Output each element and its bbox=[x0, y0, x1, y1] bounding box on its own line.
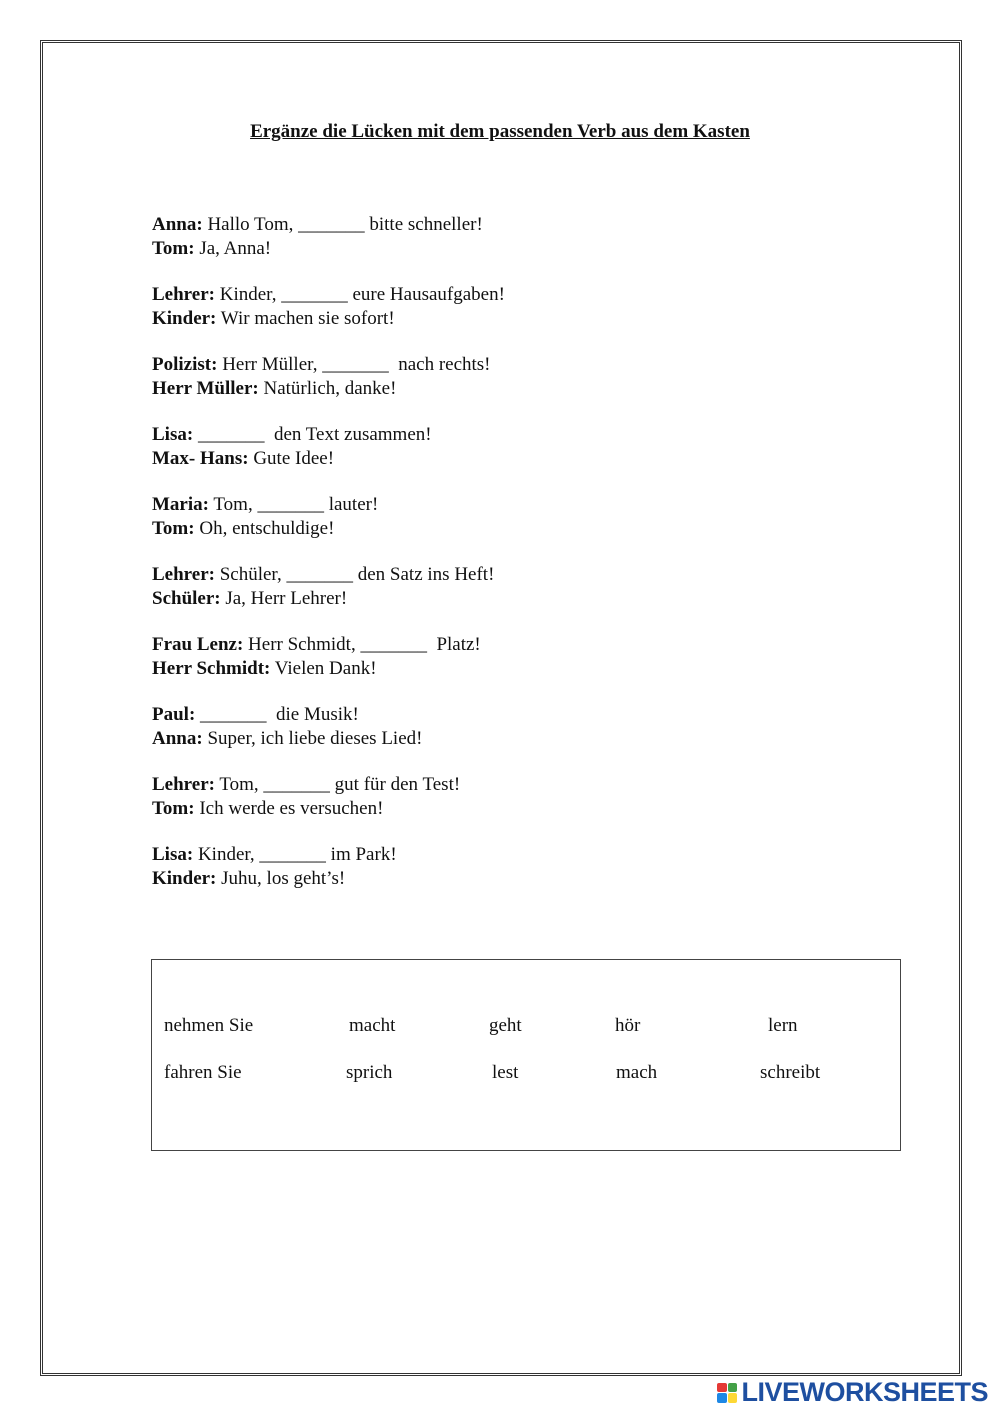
dialogue-text: Natürlich, danke! bbox=[258, 377, 397, 399]
speaker-name: Paul: bbox=[152, 704, 196, 725]
dialogue-line bbox=[152, 633, 792, 657]
speaker-name: Tom: bbox=[152, 797, 195, 819]
dialogue-block bbox=[152, 283, 792, 330]
speaker-name: Lehrer: bbox=[152, 774, 215, 795]
speaker-name: Max- Hans: bbox=[152, 447, 249, 469]
dialogue-line bbox=[152, 587, 792, 611]
speaker-name: Lisa: bbox=[152, 844, 194, 865]
dialogue-block bbox=[152, 423, 792, 470]
dialogue-block bbox=[152, 633, 792, 680]
speaker-name: Maria: bbox=[152, 494, 209, 515]
dialogue-block bbox=[152, 493, 792, 540]
dialogue-text: Kinder, _______ im Park! bbox=[193, 844, 397, 865]
dialogue-line bbox=[152, 493, 792, 517]
dialogue-text: _______ die Musik! bbox=[195, 704, 359, 725]
dialogue-text: Gute Idee! bbox=[248, 447, 335, 469]
dialogue-block bbox=[152, 563, 792, 610]
dialogue-line bbox=[152, 213, 792, 237]
dialogue-text: Super, ich liebe dieses Lied! bbox=[202, 727, 423, 749]
speaker-name: Frau Lenz: bbox=[152, 634, 244, 655]
dialogue-block bbox=[152, 213, 792, 260]
dialogue-line bbox=[152, 237, 792, 261]
dialogue-text: Hallo Tom, _______ bitte schneller! bbox=[202, 214, 483, 235]
speaker-name: Lisa: bbox=[152, 424, 194, 445]
word-option[interactable]: hör bbox=[615, 1015, 641, 1036]
dialogue-text: Kinder, _______ eure Hausaufgaben! bbox=[214, 284, 505, 305]
liveworksheets-watermark bbox=[717, 1377, 988, 1408]
word-option[interactable]: schreibt bbox=[760, 1062, 821, 1083]
word-option[interactable]: lest bbox=[492, 1062, 519, 1083]
dialogue-text: Oh, entschuldige! bbox=[194, 517, 335, 539]
dialogue-line bbox=[152, 657, 792, 681]
dialogue-line bbox=[152, 843, 792, 867]
word-option[interactable]: fahren Sie bbox=[164, 1062, 242, 1083]
dialogue-list bbox=[152, 213, 792, 913]
dialogue-line bbox=[152, 867, 792, 891]
dialogue-text: Herr Müller, _______ nach rechts! bbox=[217, 354, 491, 375]
dialogue-block bbox=[152, 773, 792, 820]
watermark-text: LIVEWORKSHEETS bbox=[741, 1377, 988, 1407]
dialogue-text: Schüler, _______ den Satz ins Heft! bbox=[214, 564, 495, 585]
dialogue-text: Tom, _______ gut für den Test! bbox=[214, 774, 461, 795]
dialogue-text: Vielen Dank! bbox=[270, 657, 377, 679]
dialogue-line bbox=[152, 517, 792, 541]
dialogue-line bbox=[152, 307, 792, 331]
speaker-name: Polizist: bbox=[152, 354, 218, 375]
speaker-name: Herr Müller: bbox=[152, 377, 259, 399]
word-option[interactable]: sprich bbox=[346, 1062, 393, 1083]
dialogue-line bbox=[152, 773, 792, 797]
word-option[interactable]: nehmen Sie bbox=[164, 1015, 254, 1036]
speaker-name: Tom: bbox=[152, 237, 195, 259]
dialogue-text: _______ den Text zusammen! bbox=[193, 424, 432, 445]
speaker-name: Tom: bbox=[152, 517, 195, 539]
dialogue-text: Tom, _______ lauter! bbox=[208, 494, 379, 515]
dialogue-line bbox=[152, 797, 792, 821]
dialogue-text: Ich werde es versuchen! bbox=[194, 797, 384, 819]
speaker-name: Schüler: bbox=[152, 587, 221, 609]
speaker-name: Kinder: bbox=[152, 867, 217, 889]
speaker-name: Herr Schmidt: bbox=[152, 657, 271, 679]
dialogue-line bbox=[152, 727, 792, 751]
dialogue-text: Juhu, los geht’s! bbox=[216, 867, 346, 889]
speaker-name: Anna: bbox=[152, 727, 203, 749]
liveworksheets-logo-icon bbox=[717, 1383, 737, 1403]
word-option[interactable]: macht bbox=[349, 1015, 396, 1036]
dialogue-text: Herr Schmidt, _______ Platz! bbox=[243, 634, 481, 655]
word-option[interactable]: mach bbox=[616, 1062, 658, 1083]
dialogue-block bbox=[152, 703, 792, 750]
dialogue-line bbox=[152, 423, 792, 447]
speaker-name: Lehrer: bbox=[152, 284, 215, 305]
speaker-name: Kinder: bbox=[152, 307, 217, 329]
dialogue-line bbox=[152, 447, 792, 471]
dialogue-line bbox=[152, 377, 792, 401]
dialogue-text: Ja, Anna! bbox=[194, 237, 272, 259]
speaker-name: Lehrer: bbox=[152, 564, 215, 585]
dialogue-line bbox=[152, 283, 792, 307]
dialogue-block bbox=[152, 843, 792, 890]
worksheet-title: Ergänze die Lücken mit dem passenden Verb aus dem Kasten bbox=[250, 121, 750, 142]
dialogue-text: Wir machen sie sofort! bbox=[216, 307, 395, 329]
dialogue-line bbox=[152, 353, 792, 377]
dialogue-line bbox=[152, 703, 792, 727]
word-option[interactable]: lern bbox=[768, 1015, 798, 1036]
dialogue-block bbox=[152, 353, 792, 400]
word-box bbox=[151, 959, 901, 1151]
dialogue-text: Ja, Herr Lehrer! bbox=[220, 587, 348, 609]
word-option[interactable]: geht bbox=[489, 1015, 522, 1036]
dialogue-line bbox=[152, 563, 792, 587]
speaker-name: Anna: bbox=[152, 214, 203, 235]
